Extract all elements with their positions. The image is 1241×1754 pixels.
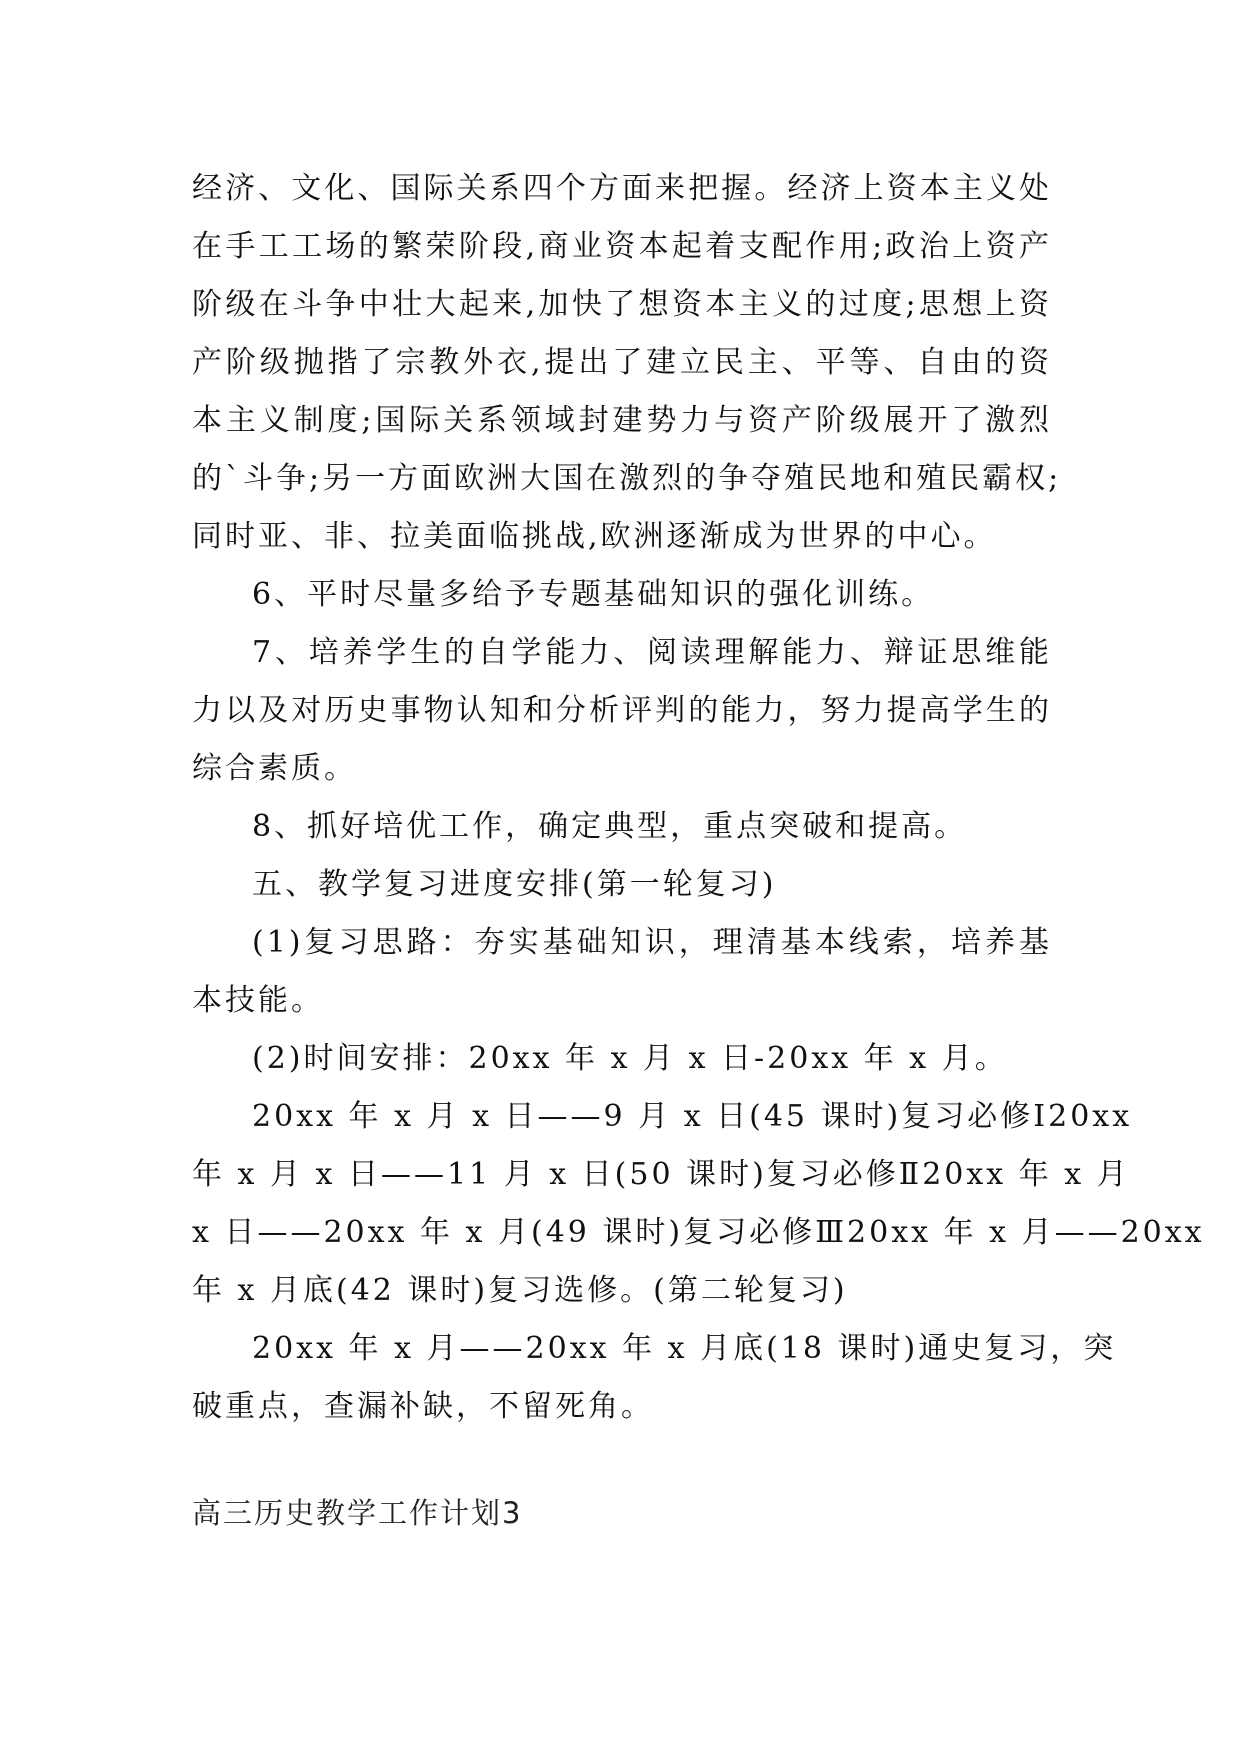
text-line: 力以及对历史事物认知和分析评判的能力，努力提高学生的 bbox=[192, 693, 1052, 728]
text-line: 年 x 月底(42 课时)复习选修。(第二轮复习) bbox=[192, 1273, 848, 1308]
text-line: 阶级在斗争中壮大起来,加快了想资本主义的过度;思想上资 bbox=[192, 287, 1052, 322]
text-line: 20xx 年 x 月 x 日——9 月 x 日(45 课时)复习必修Ⅰ20xx bbox=[252, 1099, 1133, 1134]
text-line: 破重点，查漏补缺，不留死角。 bbox=[192, 1389, 654, 1424]
text-line: (1)复习思路：夯实基础知识，理清基本线索，培养基 bbox=[252, 925, 1052, 960]
text-line: 本主义制度;国际关系领域封建势力与资产阶级展开了激烈 bbox=[192, 403, 1052, 438]
text-line: 在手工工场的繁荣阶段,商业资本起着支配作用;政治上资产 bbox=[192, 229, 1052, 264]
document-body bbox=[192, 160, 1205, 1436]
text-line: 年 x 月 x 日——11 月 x 日(50 课时)复习必修Ⅱ20xx 年 x 月 bbox=[192, 1157, 1130, 1192]
text-line: 五、教学复习进度安排(第一轮复习) bbox=[252, 867, 777, 902]
text-line: 同时亚、非、拉美面临挑战,欧洲逐渐成为世界的中心。 bbox=[192, 519, 997, 554]
section-heading: 高三历史教学工作计划3 bbox=[192, 1496, 523, 1530]
text-line: 经济、文化、国际关系四个方面来把握。经济上资本主义处 bbox=[192, 171, 1052, 206]
text-line: 6、平时尽量多给予专题基础知识的强化训练。 bbox=[252, 577, 935, 612]
text-line: 综合素质。 bbox=[192, 751, 357, 786]
text-line: 7、培养学生的自学能力、阅读理解能力、辩证思维能 bbox=[252, 635, 1052, 670]
text-line: 20xx 年 x 月——20xx 年 x 月底(18 课时)通史复习，突 bbox=[252, 1331, 1117, 1366]
text-line: (2)时间安排：20xx 年 x 月 x 日-20xx 年 x 月。 bbox=[252, 1041, 1008, 1076]
text-line: 8、抓好培优工作，确定典型，重点突破和提高。 bbox=[252, 809, 968, 844]
text-line: x 日——20xx 年 x 月(49 课时)复习必修Ⅲ20xx 年 x 月——20xx bbox=[192, 1215, 1205, 1250]
text-line: 本技能。 bbox=[192, 983, 324, 1018]
text-line: 的`斗争;另一方面欧洲大国在激烈的争夺殖民地和殖民霸权; bbox=[192, 461, 1062, 496]
text-line: 产阶级抛揩了宗教外衣,提出了建立民主、平等、自由的资 bbox=[192, 345, 1052, 380]
